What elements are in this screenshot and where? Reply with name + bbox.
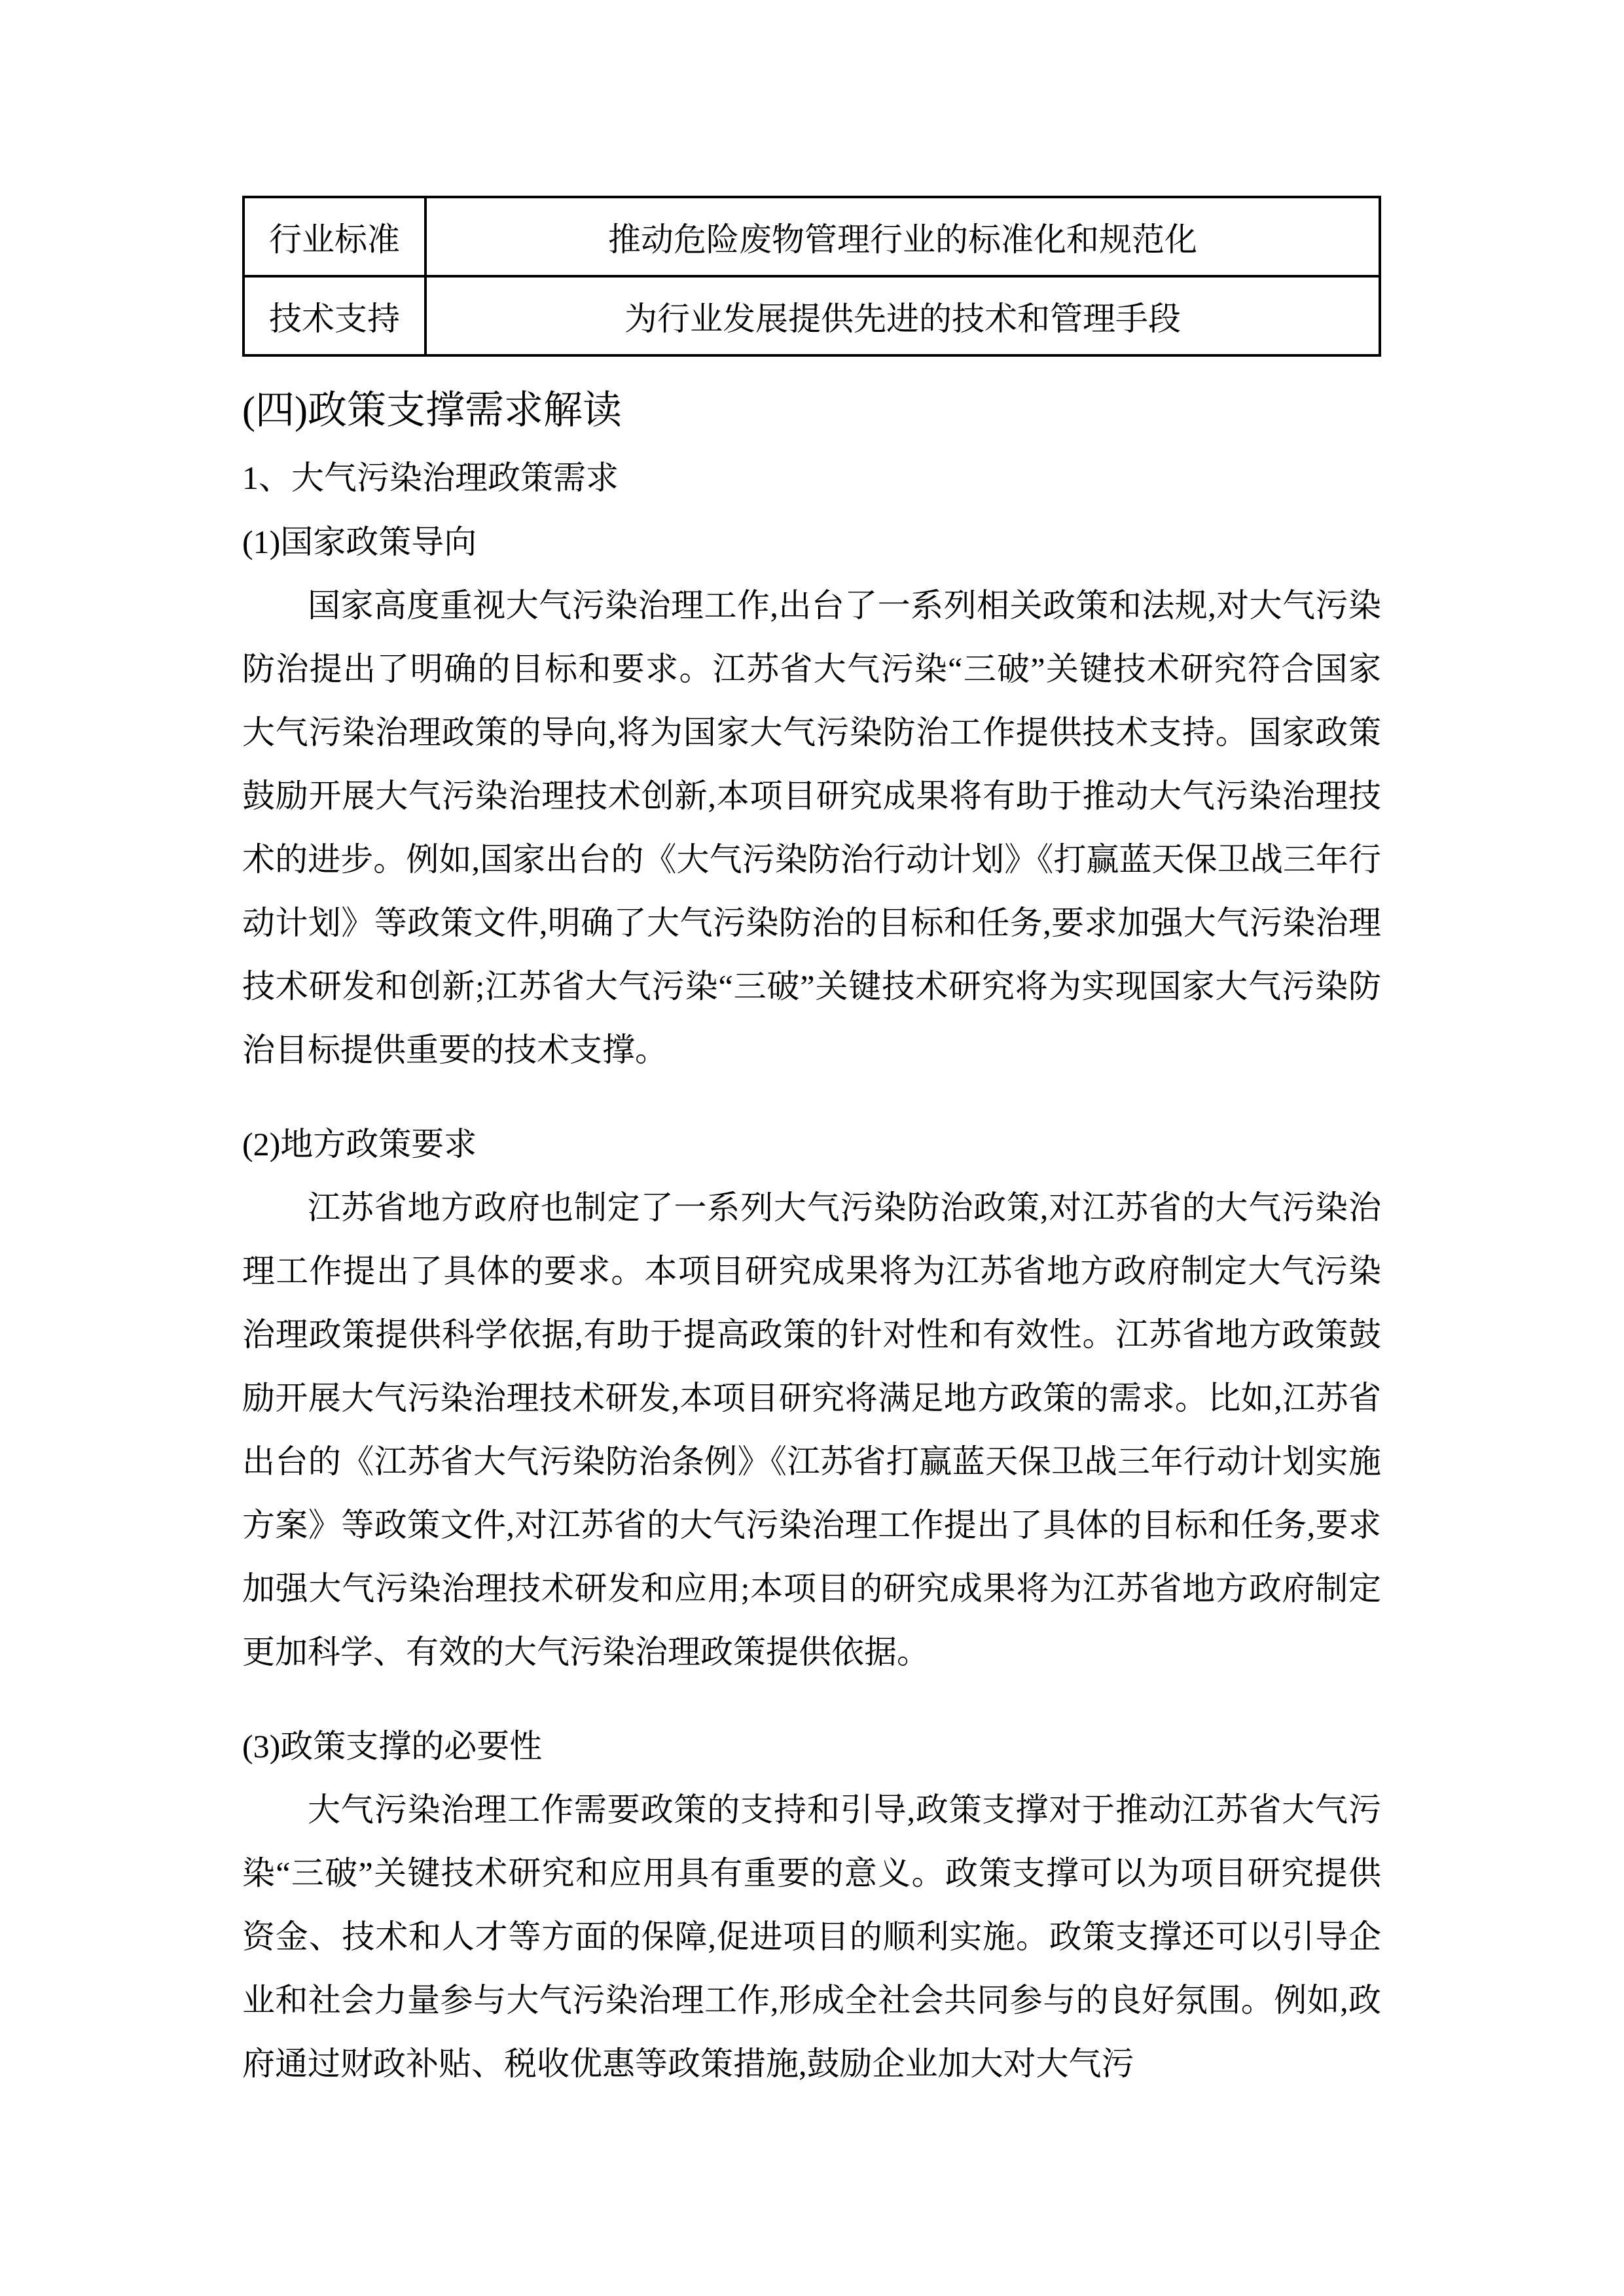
item-heading-policy-necessity: (3)政策支撑的必要性 xyxy=(242,1728,543,1765)
row-value-cell: 推动危险废物管理行业的标准化和规范化 xyxy=(425,197,1380,276)
table-row xyxy=(244,197,1380,276)
subsection-heading: 1、大气污染治理政策需求 xyxy=(242,459,619,496)
paragraph-policy-necessity: 大气污染治理工作需要政策的支持和引导,政策支撑对于推动江苏省大气污染“三破”关键技术研究和应用具有重要的意义。政策支撑可以为项目研究提供资金、技术和人才等方面的保障,促进项目的顺利实施。政策支撑还可以引导企业和社会力量参与大气污染治理工作,形成全社会共同参与的良好氛围。例如,政府通过财政补贴、税收优惠等政策措施,鼓励企业加大对大气污 xyxy=(242,1791,1381,2082)
row-label-cell: 技术支持 xyxy=(244,276,425,355)
benefits-table xyxy=(242,196,1381,357)
row-value-cell: 为行业发展提供先进的技术和管理手段 xyxy=(425,276,1380,355)
row-label-cell: 行业标准 xyxy=(244,197,425,276)
paragraph-national-policy: 国家高度重视大气污染治理工作,出台了一系列相关政策和法规,对大气污染防治提出了明确的目标和要求。江苏省大气污染“三破”关键技术研究符合国家大气污染治理政策的导向,将为国家大气污染防治工作提供技术支持。国家政策鼓励开展大气污染治理技术创新,本项目研究成果将有助于推动大气污染治理技术的进步。例如,国家出台的《大气污染防治行动计划》《打赢蓝天保卫战三年行动计划》等政策文件,明确了大气污染防治的目标和任务,要求加强大气污染治理技术研发和创新;江苏省大气污染“三破”关键技术研究将为实现国家大气污染防治目标提供重要的技术支撑。 xyxy=(242,587,1381,1068)
item-heading-national-policy: (1)国家政策导向 xyxy=(242,524,477,560)
section-heading: (四)政策支撑需求解读 xyxy=(242,389,622,432)
table-row xyxy=(244,276,1380,355)
paragraph-local-policy: 江苏省地方政府也制定了一系列大气污染防治政策,对江苏省的大气污染治理工作提出了具体的要求。本项目研究成果将为江苏省地方政府制定大气污染治理政策提供科学依据,有助于提高政策的针对性和有效性。江苏省地方政策鼓励开展大气污染治理技术研发,本项目研究将满足地方政策的需求。比如,江苏省出台的《江苏省大气污染防治条例》《江苏省打赢蓝天保卫战三年行动计划实施方案》等政策文件,对江苏省的大气污染治理工作提出了具体的目标和任务,要求加强大气污染治理技术研发和应用;本项目的研究成果将为江苏省地方政府制定更加科学、有效的大气污染治理政策提供依据。 xyxy=(242,1189,1381,1670)
item-heading-local-policy: (2)地方政策要求 xyxy=(242,1126,477,1162)
